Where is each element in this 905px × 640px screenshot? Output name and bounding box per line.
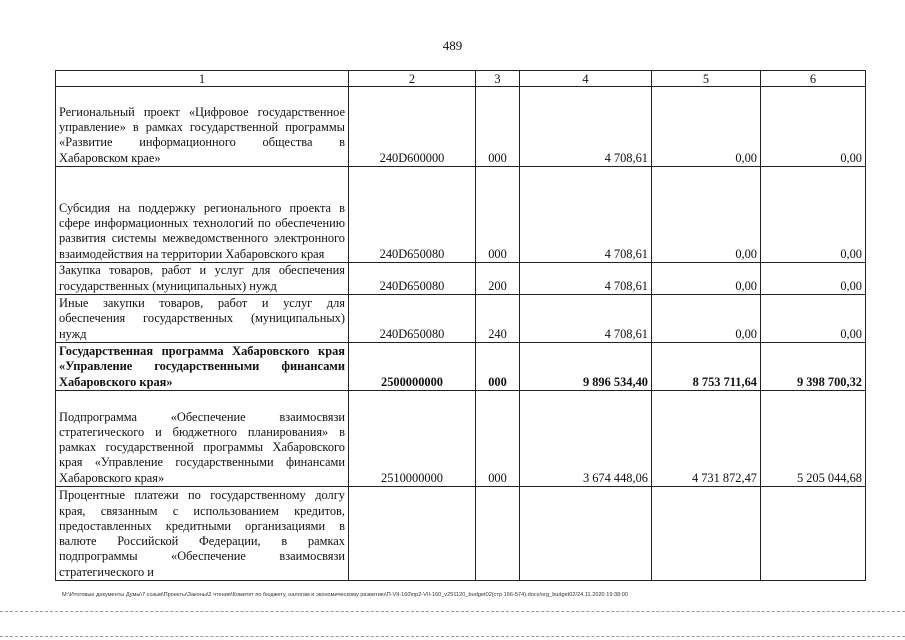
row-code: 240D650080 <box>349 295 476 343</box>
row-code: 240D650080 <box>349 167 476 263</box>
row-value-6: 0,00 <box>761 87 866 167</box>
row-value-4: 4 708,61 <box>520 87 652 167</box>
column-header-3: 3 <box>476 71 520 87</box>
row-type: 000 <box>476 87 520 167</box>
row-value-6: 9 398 700,32 <box>761 343 866 391</box>
row-code: 2510000000 <box>349 391 476 487</box>
column-header-2: 2 <box>349 71 476 87</box>
row-name: Подпрограмма «Обеспечение взаимосвязи стратегического и бюджетного планирования» в рамках государственной программы Хабаровского края «Управление государственными финансами Хабаровского края» <box>56 391 349 487</box>
row-type: 000 <box>476 167 520 263</box>
table-row <box>56 263 866 295</box>
row-value-6: 5 205 044,68 <box>761 391 866 487</box>
row-value-6: 0,00 <box>761 263 866 295</box>
row-value-5: 8 753 711,64 <box>652 343 761 391</box>
row-value-4: 4 708,61 <box>520 263 652 295</box>
row-value-4: 4 708,61 <box>520 167 652 263</box>
table-row <box>56 295 866 343</box>
column-header-6: 6 <box>761 71 866 87</box>
row-name: Субсидия на поддержку регионального проекта в сфере информационных технологий по обеспечению развития системы межведомственного электронного взаимодействия на территории Хабаровского края <box>56 167 349 263</box>
row-value-5: 0,00 <box>652 263 761 295</box>
table-header-row <box>56 71 866 87</box>
page-bottom-divider <box>0 636 905 637</box>
row-type: 200 <box>476 263 520 295</box>
row-value-4 <box>520 487 652 581</box>
column-header-5: 5 <box>652 71 761 87</box>
table-row <box>56 87 866 167</box>
row-value-5: 0,00 <box>652 295 761 343</box>
table-row <box>56 391 866 487</box>
row-value-5 <box>652 487 761 581</box>
row-type <box>476 487 520 581</box>
page-edge-divider <box>0 611 905 612</box>
table-row <box>56 343 866 391</box>
row-name: Региональный проект «Цифровое государственное управление» в рамках государственной программы «Развитие информационного общества в Хабаровском крае» <box>56 87 349 167</box>
row-code: 240D600000 <box>349 87 476 167</box>
row-value-4: 3 674 448,06 <box>520 391 652 487</box>
row-code <box>349 487 476 581</box>
row-value-6 <box>761 487 866 581</box>
row-type: 000 <box>476 391 520 487</box>
row-type: 240 <box>476 295 520 343</box>
row-value-4: 4 708,61 <box>520 295 652 343</box>
row-code: 240D650080 <box>349 263 476 295</box>
row-name: Процентные платежи по государственному долгу края, связанным с использованием кредитов, предоставленных кредитными организациями в валюте Российской Федерации, в рамках подпрограммы «Обеспечение взаимосвязи стратегического и <box>56 487 349 581</box>
table-row <box>56 487 866 581</box>
row-value-5: 4 731 872,47 <box>652 391 761 487</box>
row-name: Государственная программа Хабаровского края «Управление государственными финансами Хабаровского края» <box>56 343 349 391</box>
row-value-4: 9 896 534,40 <box>520 343 652 391</box>
budget-table <box>55 70 866 581</box>
row-name: Закупка товаров, работ и услуг для обеспечения государственных (муниципальных) нужд <box>56 263 349 295</box>
row-value-5: 0,00 <box>652 87 761 167</box>
row-type: 000 <box>476 343 520 391</box>
row-value-6: 0,00 <box>761 295 866 343</box>
row-code: 2500000000 <box>349 343 476 391</box>
table-row <box>56 167 866 263</box>
column-header-4: 4 <box>520 71 652 87</box>
footer-file-path: M:\Итоговые документы Думы\7 созыв\Проекты\Законы\2 чтение\Комитет по бюджету, налогам и экономическому развитию\П-VII-160\пр2-VII-160_v251120_budget02(стр 166-574).docx/org_budget02/24.11.2020 19:38:00 <box>62 592 628 598</box>
row-name: Иные закупки товаров, работ и услуг для обеспечения государственных (муниципальных) нужд <box>56 295 349 343</box>
row-value-5: 0,00 <box>652 167 761 263</box>
column-header-1: 1 <box>56 71 349 87</box>
page-number: 489 <box>442 38 463 53</box>
row-value-6: 0,00 <box>761 167 866 263</box>
